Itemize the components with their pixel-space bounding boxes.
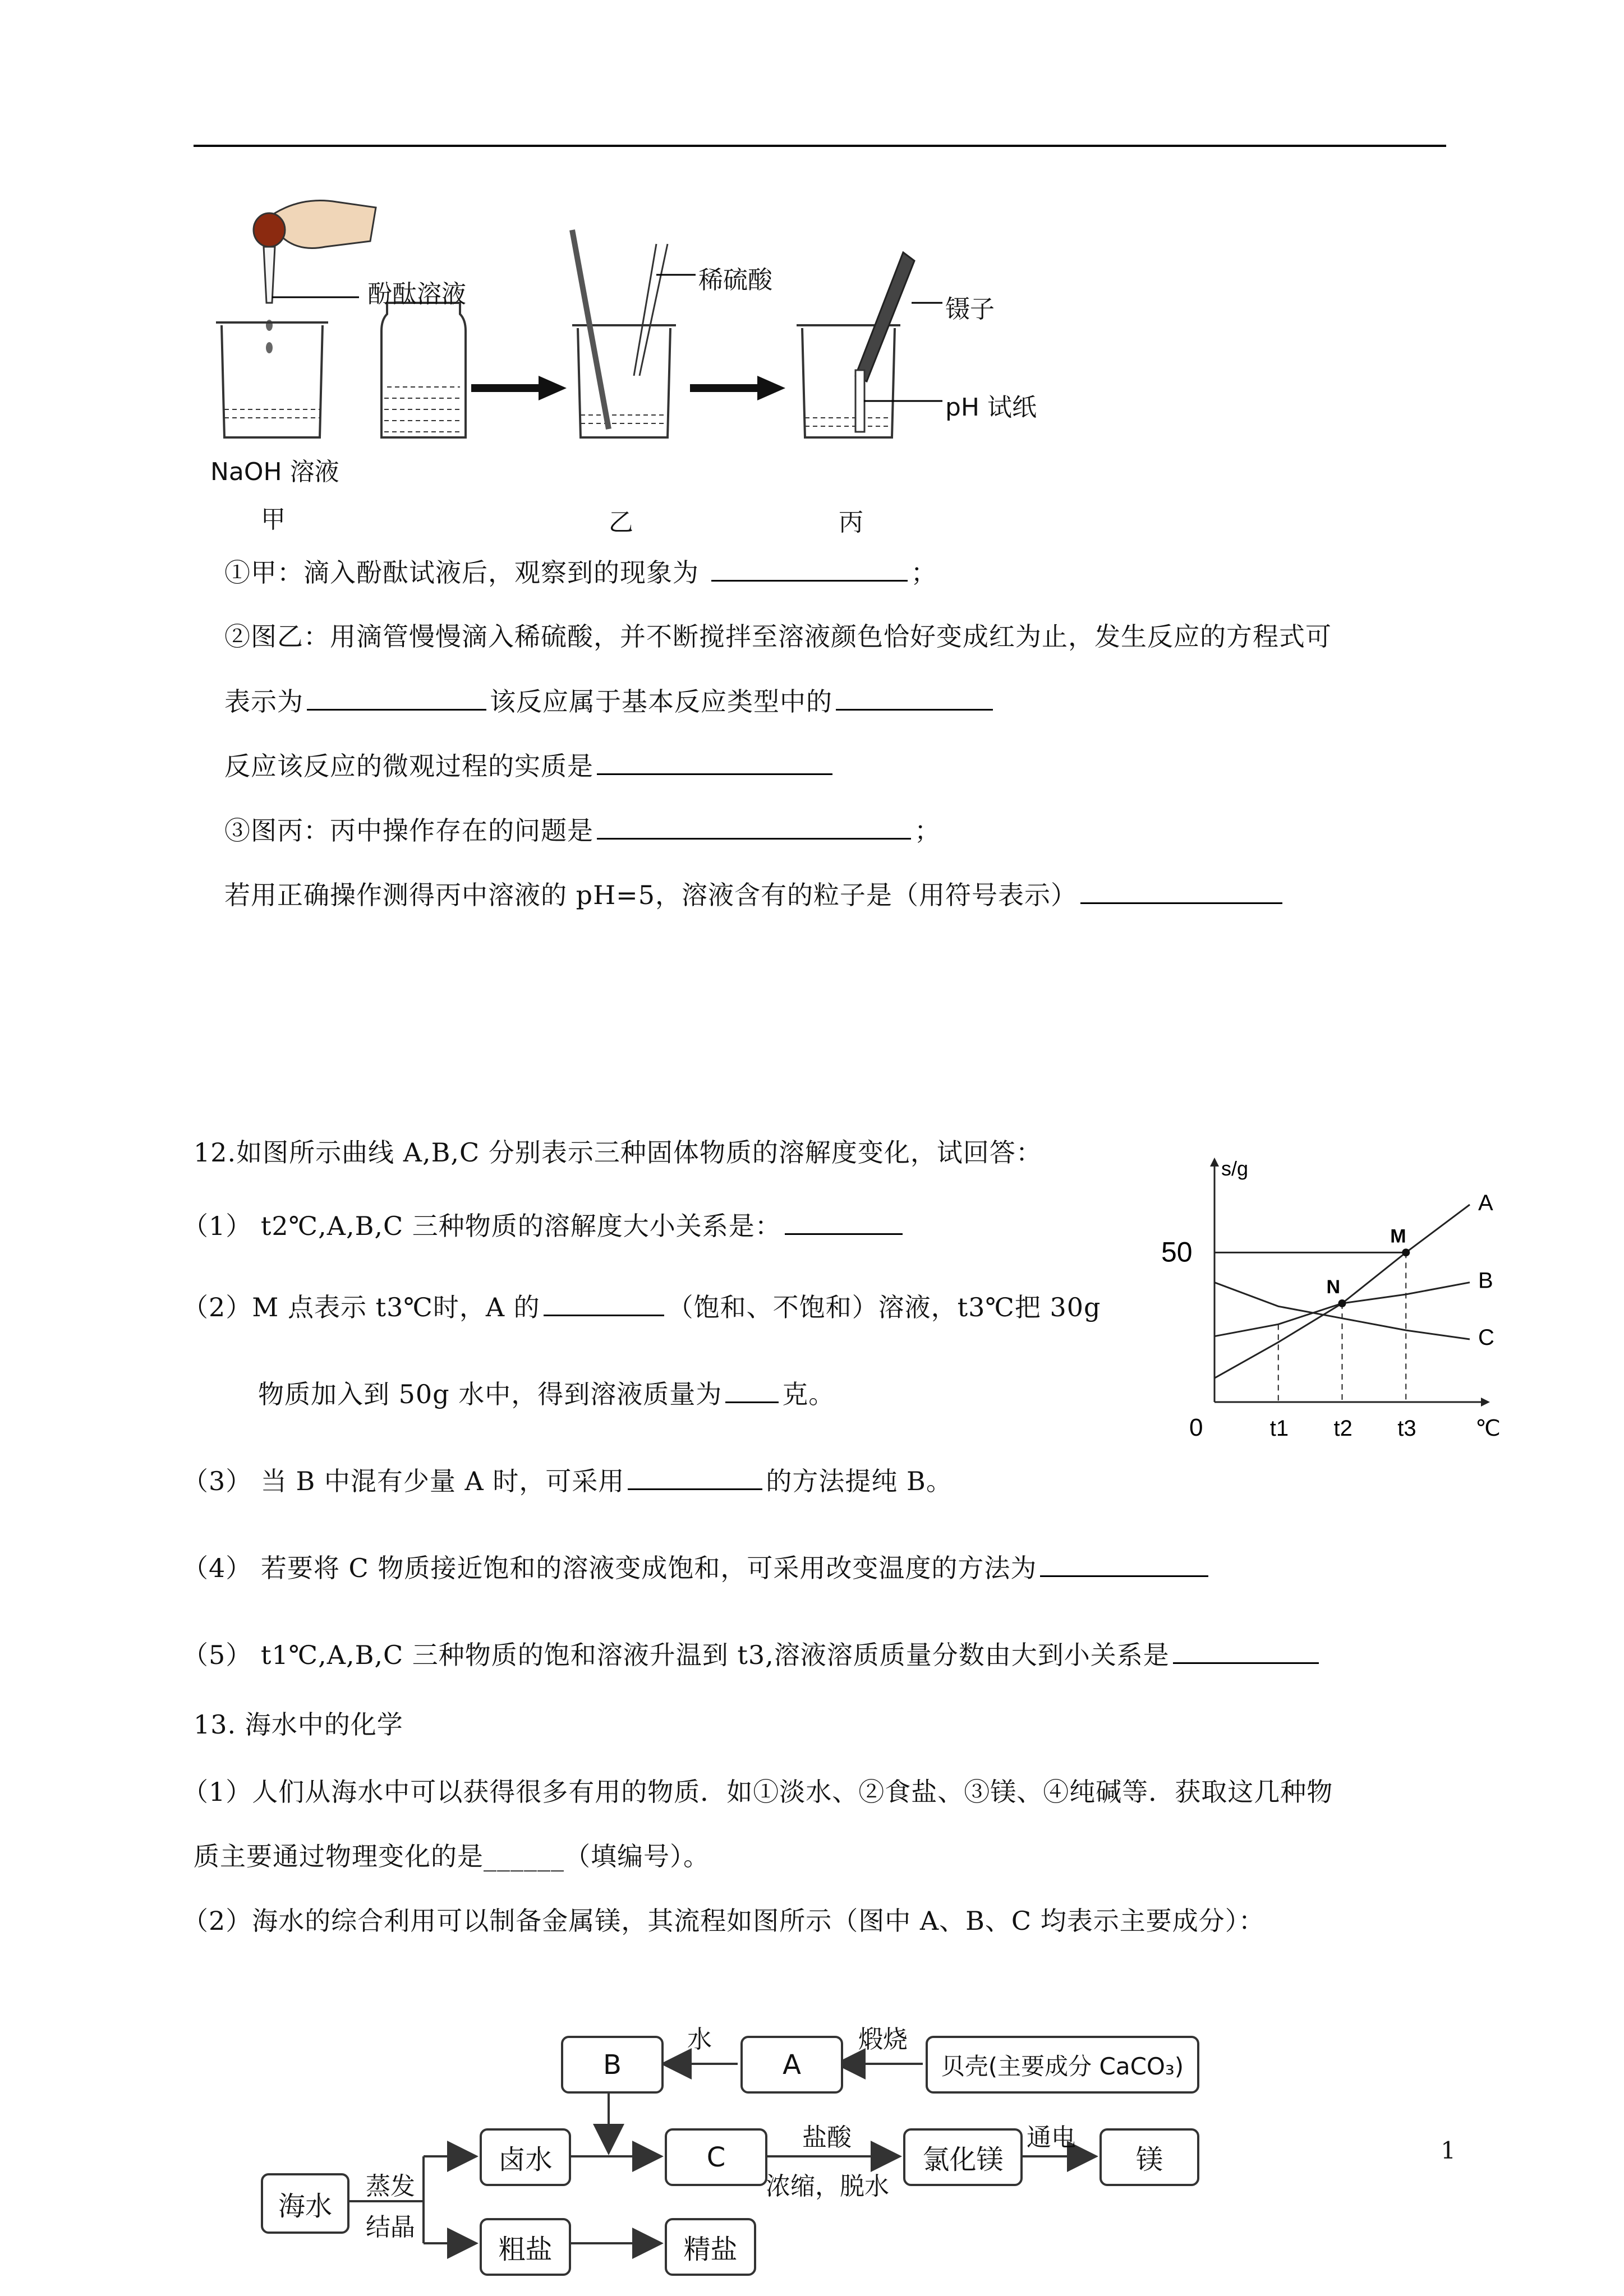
ph-paper-label: pH 试纸 <box>945 393 1037 422</box>
q11-line5: ③图丙：丙中操作存在的问题是 ； <box>224 813 941 847</box>
origin-label: 0 <box>1189 1414 1203 1441</box>
dilute-h2so4-label: 稀硫酸 <box>698 266 772 294</box>
flow-node-seawater: 海水 <box>261 2173 349 2234</box>
q11-line2: ②图乙：用滴管慢慢滴入稀硫酸，并不断搅拌至溶液颜色恰好变成红为止，发生反应的方程式可 <box>224 621 1332 652</box>
q13-part1-cont: 质主要通过物理变化的是______（填编号）。 <box>194 1841 710 1871</box>
q12-part4: （4） 若要将 C 物质接近饱和的溶液变成饱和，可采用改变温度的方法为 <box>182 1551 1212 1585</box>
flow-label-concentrate: 浓缩，脱水 <box>766 2172 889 2201</box>
flow-label-crystallize: 结晶 <box>366 2213 415 2242</box>
point-label-m: M <box>1390 1225 1406 1247</box>
naoh-label: NaOH 溶液 <box>210 458 339 486</box>
caption-jia: 甲 <box>261 505 286 534</box>
y-axis-label: s/g <box>1221 1157 1249 1180</box>
q12-part2-cont: 物质加入到 50g 水中，得到溶液质量为 克。 <box>258 1377 835 1411</box>
x-tick-label-t2: t2 <box>1333 1416 1352 1441</box>
q12-part3: （3） 当 B 中混有少量 A 时，可采用 的方法提纯 B。 <box>182 1464 953 1498</box>
q12-part1: （1） t2℃,A,B,C 三种物质的溶解度大小关系是： <box>182 1209 906 1243</box>
phenolphthalein-label: 酚酞溶液 <box>367 280 466 308</box>
q13-part2: （2）海水的综合利用可以制备金属镁，其流程如图所示（图中 A、B、C 均表示主要成分）： <box>182 1906 1265 1936</box>
q11-line4: 反应该反应的微观过程的实质是 <box>224 749 836 783</box>
series-label-b: B <box>1478 1268 1493 1293</box>
q13-title: 13. 海水中的化学 <box>194 1709 403 1740</box>
series-label-a: A <box>1478 1191 1493 1215</box>
x-tick-label-t1: t1 <box>1269 1416 1289 1441</box>
q12-part5: （5） t1℃,A,B,C 三种物质的饱和溶液升温到 t3,溶液溶质质量分数由大到小关系是 <box>182 1638 1322 1672</box>
q11-line1: ①甲：滴入酚酞试液后，观察到的现象为 ； <box>224 555 937 589</box>
q12-intro: 12.如图所示曲线 A,B,C 分别表示三种固体物质的溶解度变化，试回答： <box>194 1137 1042 1168</box>
flow-label-evaporate: 蒸发 <box>366 2172 415 2201</box>
q12-part2: （2）M 点表示 t3℃时，A 的 （饱和、不饱和）溶液，t3℃把 30g <box>182 1290 1101 1324</box>
flow-node-b: B <box>561 2036 664 2094</box>
page-number: 1 <box>1441 2137 1456 2164</box>
flow-label-hcl: 盐酸 <box>802 2123 852 2152</box>
flow-node-a: A <box>740 2036 843 2094</box>
flow-node-mg: 镁 <box>1099 2128 1199 2186</box>
x-tick-label-t3: t3 <box>1397 1416 1416 1441</box>
flow-node-c: C <box>665 2128 767 2186</box>
y-tick-label: 50 <box>1161 1236 1193 1268</box>
flow-label-calcine: 煅烧 <box>858 2025 908 2054</box>
flow-label-water: 水 <box>687 2025 712 2054</box>
flow-node-shell: 贝壳(主要成分 CaCO₃) <box>926 2036 1199 2094</box>
caption-bing: 丙 <box>839 508 863 537</box>
flow-node-crude-salt: 粗盐 <box>480 2218 571 2276</box>
point-label-n: N <box>1326 1276 1341 1298</box>
series-label-c: C <box>1478 1325 1494 1350</box>
caption-yi: 乙 <box>609 508 633 537</box>
q13-part1: （1）人们从海水中可以获得很多有用的物质．如①淡水、②食盐、③镁、④纯碱等．获取这几种物 <box>182 1777 1333 1807</box>
flow-node-fine-salt: 精盐 <box>665 2218 756 2276</box>
q11-line6: 若用正确操作测得丙中溶液的 pH=5，溶液含有的粒子是（用符号表示） <box>224 878 1286 912</box>
q11-line3: 表示为 该反应属于基本反应类型中的 <box>224 684 996 718</box>
flow-node-brine: 卤水 <box>480 2128 571 2186</box>
flow-node-mgcl2: 氯化镁 <box>903 2128 1023 2186</box>
x-axis-label: ℃ <box>1475 1416 1501 1441</box>
flow-label-electrolysis: 通电 <box>1027 2123 1076 2152</box>
tweezers-label: 镊子 <box>945 295 995 324</box>
